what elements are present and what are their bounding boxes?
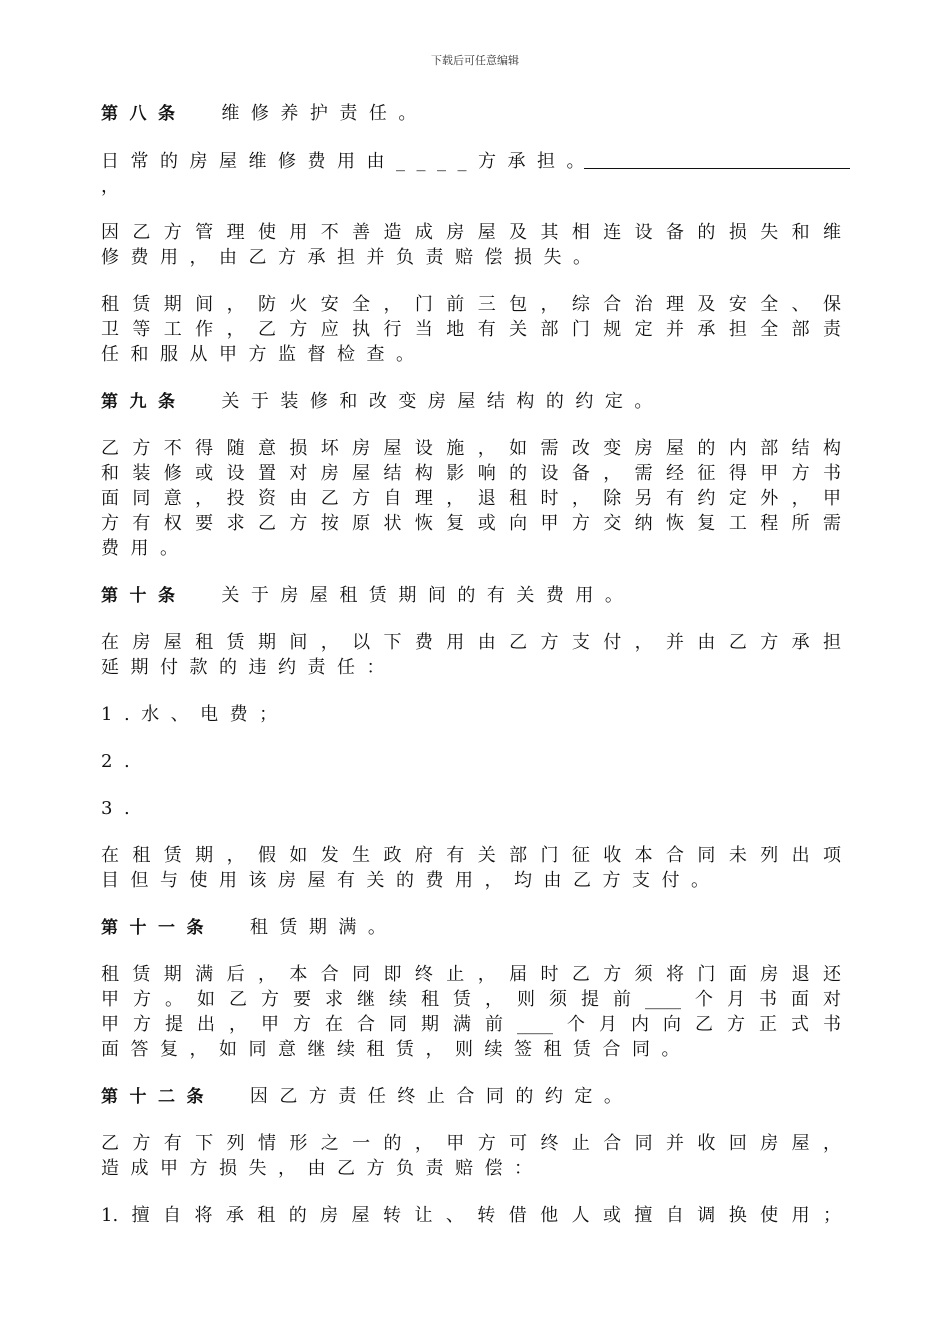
text-line: 因乙方管理使用不善造成房屋及其相连设备的损失和维 <box>101 222 841 243</box>
article-title: 因乙方责任终止合同的约定。 <box>249 1086 634 1107</box>
article-11-heading <box>101 915 397 941</box>
text-line: 乙方不得随意损坏房屋设施，如需改变房屋的内部结构 <box>101 438 841 459</box>
text-line: 在租赁期，假如发生政府有关部门征收本合同未列出项 <box>101 845 841 866</box>
text-line: ， <box>101 176 131 197</box>
list-item: 2. <box>101 751 142 772</box>
text-line: 甲方提出，甲方在合同期满前____个月内向乙方正式书 <box>101 1014 841 1035</box>
article-12-heading <box>101 1084 633 1110</box>
text-line: 延期付款的违约责任： <box>101 657 396 678</box>
article-title: 关于装修和改变房屋结构的约定。 <box>221 391 664 412</box>
text-line: 任和服从甲方监督检查。 <box>101 344 426 365</box>
text-line: 面同意，投资由乙方自理，退租时，除另有约定外，甲 <box>101 488 841 509</box>
text-line: 日常的房屋维修费用由____方承担。 <box>101 151 596 172</box>
text-line: 和装修或设置对房屋结构影响的设备，需经征得甲方书 <box>101 463 841 484</box>
blank-underline <box>584 168 850 169</box>
text-line: 方有权要求乙方按原状恢复或向甲方交纳恢复工程所需 <box>101 513 841 534</box>
article-number: 第十二条 <box>101 1087 215 1107</box>
text-line: 面答复，如同意继续租赁，则续签租赁合同。 <box>101 1039 691 1060</box>
article-title: 关于房屋租赁期间的有关费用。 <box>221 585 635 606</box>
text-line: 租赁期间，防火安全，门前三包，综合治理及安全、保 <box>101 294 841 315</box>
article-number: 第十条 <box>101 586 187 606</box>
article-10-heading <box>101 583 634 609</box>
list-item: 3. <box>101 798 142 819</box>
text-line: 甲方。如乙方要求继续租赁，则须提前____个月书面对 <box>101 989 841 1010</box>
text-line: 在房屋租赁期间，以下费用由乙方支付，并由乙方承担 <box>101 632 841 653</box>
text-line: 修费用，由乙方承担并负责赔偿损失。 <box>101 247 603 268</box>
text-line: 造成甲方损失，由乙方负责赔偿： <box>101 1158 544 1179</box>
article-number: 第九条 <box>101 392 187 412</box>
article-number: 第八条 <box>101 104 187 124</box>
text-line: 乙方有下列情形之一的，甲方可终止合同并收回房屋， <box>101 1133 841 1154</box>
article-8-heading <box>101 101 428 127</box>
list-item: 1.水、电费； <box>101 704 289 725</box>
article-9-heading <box>101 389 664 415</box>
article-number: 第十一条 <box>101 918 215 938</box>
text-line: 费用。 <box>101 538 190 559</box>
text-line: 目但与使用该房屋有关的费用，均由乙方支付。 <box>101 870 721 891</box>
article-title: 维修养护责任。 <box>221 103 428 124</box>
article-title: 租赁期满。 <box>249 917 398 938</box>
list-item: 1.擅自将承租的房屋转让、转借他人或擅自调换使用； <box>101 1205 841 1226</box>
text-line: 卫等工作，乙方应执行当地有关部门规定并承担全部责 <box>101 319 841 340</box>
text-line: 租赁期满后，本合同即终止，届时乙方须将门面房退还 <box>101 964 841 985</box>
page-header: 下载后可任意编辑 <box>431 54 519 67</box>
